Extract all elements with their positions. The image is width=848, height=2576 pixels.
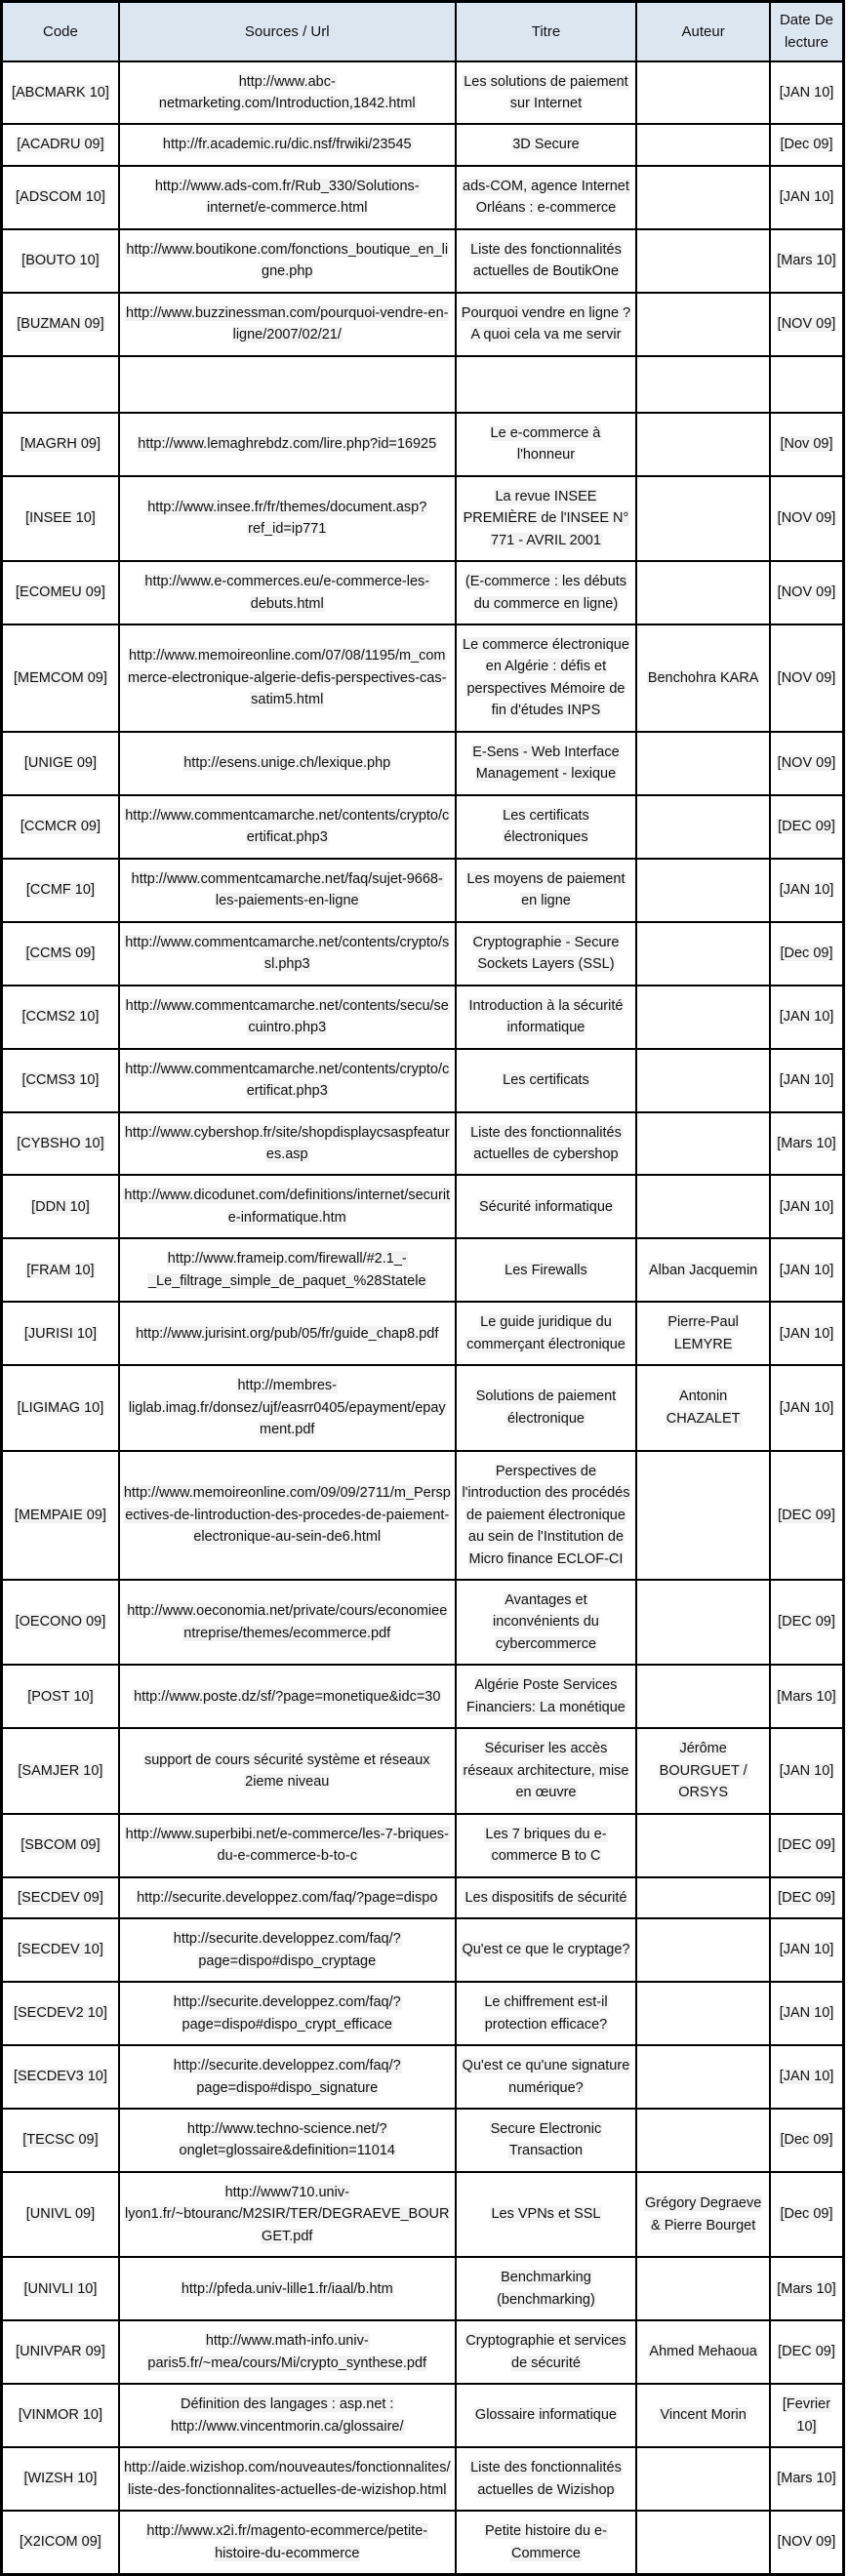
source-url-cell: http://www.insee.fr/fr/themes/document.asp?ref_id=ip771: [119, 476, 456, 561]
code-cell: [DDN 10]: [2, 1175, 119, 1238]
table-row: [2, 986, 844, 1049]
date-cell: [Mars 10]: [770, 229, 844, 293]
author-cell: Ahmed Mehaoua: [636, 2320, 770, 2384]
title-cell: Les moyens de paiement en ligne: [456, 859, 637, 922]
code-cell: [TECSC 09]: [2, 2109, 119, 2172]
source-url-cell: http://aide.wizishop.com/nouveautes/fonctionnalites/liste-des-fonctionnalites-actuelles-de-wizishop.html: [119, 2447, 456, 2511]
table-row: [2, 61, 844, 125]
table-row: [2, 1580, 844, 1665]
code-cell: [SECDEV 10]: [2, 1918, 119, 1982]
author-cell: [636, 1918, 770, 1982]
source-url-cell: http://esens.unige.ch/lexique.php: [119, 732, 456, 795]
date-cell: [DEC 09]: [770, 1814, 844, 1877]
table-row: [2, 1238, 844, 1302]
author-cell: [636, 795, 770, 859]
title-cell: Liste des fonctionnalités actuelles de cybershop: [456, 1112, 637, 1176]
table-row: [2, 229, 844, 293]
code-cell: [SECDEV3 10]: [2, 2045, 119, 2109]
title-cell: Perspectives de l'introduction des procédés de paiement électronique au sein de l'Institution de Micro finance ECLOF-CI: [456, 1451, 637, 1580]
source-url-cell: http://securite.developpez.com/faq/?page=dispo: [119, 1877, 456, 1918]
table-row: [2, 2447, 844, 2511]
table-row: [2, 293, 844, 356]
author-cell: [636, 293, 770, 356]
title-cell: Le chiffrement est-il protection efficace?: [456, 1982, 637, 2045]
header-titre: Titre: [456, 2, 637, 61]
title-cell: Cryptographie et services de sécurité: [456, 2320, 637, 2384]
title-cell: Le commerce électronique en Algérie : défis et perspectives Mémoire de fin d'études INPS: [456, 624, 637, 732]
author-cell: [636, 1877, 770, 1918]
code-cell: [SAMJER 10]: [2, 1728, 119, 1813]
author-cell: [636, 1451, 770, 1580]
author-cell: [636, 1049, 770, 1112]
author-cell: [636, 1580, 770, 1665]
author-cell: [636, 2109, 770, 2172]
code-cell: [MEMCOM 09]: [2, 624, 119, 732]
date-cell: [JAN 10]: [770, 166, 844, 229]
title-cell: Avantages et inconvénients du cybercommerce: [456, 1580, 637, 1665]
header-row: [2, 2, 844, 61]
code-cell: [CCMCR 09]: [2, 795, 119, 859]
header-date-lecture: Date De lecture: [770, 2, 844, 61]
title-cell: (E-commerce : les débuts du commerce en ligne): [456, 561, 637, 624]
code-cell: [CCMS2 10]: [2, 986, 119, 1049]
code-cell: [X2ICOM 09]: [2, 2511, 119, 2574]
header-auteur: Auteur: [636, 2, 770, 61]
author-cell: [636, 356, 770, 413]
title-cell: Les Firewalls: [456, 1238, 637, 1302]
table-row: [2, 476, 844, 561]
title-cell: Solutions de paiement électronique: [456, 1365, 637, 1450]
code-cell: [INSEE 10]: [2, 476, 119, 561]
date-cell: [Mars 10]: [770, 1112, 844, 1176]
title-cell: La revue INSEE PREMIÈRE de l'INSEE N° 771 - AVRIL 2001: [456, 476, 637, 561]
code-cell: [SBCOM 09]: [2, 1814, 119, 1877]
table-row: [2, 2109, 844, 2172]
table-row: [2, 1982, 844, 2045]
table-row: [2, 859, 844, 922]
title-cell: Le guide juridique du commerçant électronique: [456, 1302, 637, 1365]
author-cell: Vincent Morin: [636, 2384, 770, 2447]
source-url-cell: http://securite.developpez.com/faq/?page=dispo#dispo_signature: [119, 2045, 456, 2109]
code-cell: [VINMOR 10]: [2, 2384, 119, 2447]
author-cell: Antonin CHAZALET: [636, 1365, 770, 1450]
date-cell: [Dec 09]: [770, 124, 844, 165]
date-cell: [JAN 10]: [770, 986, 844, 1049]
author-cell: [636, 476, 770, 561]
code-cell: [ADSCOM 10]: [2, 166, 119, 229]
code-cell: [UNIVLI 10]: [2, 2257, 119, 2320]
title-cell: Liste des fonctionnalités actuelles de Wizishop: [456, 2447, 637, 2511]
code-cell: [SECDEV 09]: [2, 1877, 119, 1918]
date-cell: [JAN 10]: [770, 1302, 844, 1365]
table-row: [2, 2511, 844, 2574]
source-url-cell: support de cours sécurité système et réseaux 2ieme niveau: [119, 1728, 456, 1813]
code-cell: [MAGRH 09]: [2, 413, 119, 476]
date-cell: [JAN 10]: [770, 1982, 844, 2045]
table-row: [2, 2384, 844, 2447]
source-url-cell: http://www.memoireonline.com/09/09/2711/m_Perspectives-de-lintroduction-des-procedes-de-paiement-electronique-au-sein-de6.html: [119, 1451, 456, 1580]
source-url-cell: http://www.commentcamarche.net/contents/secu/secuintro.php3: [119, 986, 456, 1049]
date-cell: [NOV 09]: [770, 624, 844, 732]
source-url-cell: http://www.e-commerces.eu/e-commerce-les-debuts.html: [119, 561, 456, 624]
date-cell: [Fevrier 10]: [770, 2384, 844, 2447]
date-cell: [DEC 09]: [770, 1877, 844, 1918]
date-cell: [Mars 10]: [770, 2447, 844, 2511]
source-url-cell: http://securite.developpez.com/faq/?page=dispo#dispo_crypt_efficace: [119, 1982, 456, 2045]
source-url-cell: http://www.commentcamarche.net/contents/crypto/ssl.php3: [119, 922, 456, 986]
table-row: [2, 1365, 844, 1450]
source-url-cell: http://www.memoireonline.com/07/08/1195/m_commerce-electronique-algerie-defis-perspectives-cas-satim5.html: [119, 624, 456, 732]
source-url-cell: http://www.jurisint.org/pub/05/fr/guide_chap8.pdf: [119, 1302, 456, 1365]
source-url-cell: Définition des langages : asp.net : http://www.vincentmorin.ca/glossaire/: [119, 2384, 456, 2447]
date-cell: [JAN 10]: [770, 1728, 844, 1813]
source-url-cell: http://www.cybershop.fr/site/shopdisplaycsaspfeatures.asp: [119, 1112, 456, 1176]
date-cell: [Dec 09]: [770, 2172, 844, 2257]
title-cell: ads-COM, agence Internet Orléans : e-commerce: [456, 166, 637, 229]
table-row: [2, 795, 844, 859]
code-cell: [UNIGE 09]: [2, 732, 119, 795]
code-cell: [UNIVPAR 09]: [2, 2320, 119, 2384]
table-row: [2, 624, 844, 732]
author-cell: [636, 2447, 770, 2511]
title-cell: Secure Electronic Transaction: [456, 2109, 637, 2172]
date-cell: [NOV 09]: [770, 293, 844, 356]
author-cell: [636, 124, 770, 165]
title-cell: Petite histoire du e-Commerce: [456, 2511, 637, 2574]
source-url-cell: http://securite.developpez.com/faq/?page=dispo#dispo_cryptage: [119, 1918, 456, 1982]
date-cell: [Dec 09]: [770, 2109, 844, 2172]
author-cell: [636, 732, 770, 795]
date-cell: [JAN 10]: [770, 2045, 844, 2109]
date-cell: [JAN 10]: [770, 859, 844, 922]
table-row: [2, 124, 844, 165]
title-cell: [456, 356, 637, 413]
author-cell: [636, 986, 770, 1049]
date-cell: [DEC 09]: [770, 1451, 844, 1580]
table-row: [2, 413, 844, 476]
code-cell: [CCMS3 10]: [2, 1049, 119, 1112]
title-cell: Qu'est ce qu'une signature numérique?: [456, 2045, 637, 2109]
code-cell: [CYBSHO 10]: [2, 1112, 119, 1176]
source-url-cell: http://www.techno-science.net/?onglet=glossaire&definition=11014: [119, 2109, 456, 2172]
author-cell: [636, 2045, 770, 2109]
table-row: [2, 1175, 844, 1238]
author-cell: [636, 1665, 770, 1728]
source-url-cell: http://www.math-info.univ-paris5.fr/~mea/cours/Mi/crypto_synthese.pdf: [119, 2320, 456, 2384]
date-cell: [JAN 10]: [770, 1365, 844, 1450]
author-cell: [636, 229, 770, 293]
title-cell: Cryptographie - Secure Sockets Layers (SSL): [456, 922, 637, 986]
date-cell: [JAN 10]: [770, 1238, 844, 1302]
title-cell: Sécurité informatique: [456, 1175, 637, 1238]
date-cell: [770, 356, 844, 413]
table-row: [2, 356, 844, 413]
table-row: [2, 922, 844, 986]
title-cell: Les certificats électroniques: [456, 795, 637, 859]
table-row: [2, 2172, 844, 2257]
source-url-cell: [119, 356, 456, 413]
code-cell: [MEMPAIE 09]: [2, 1451, 119, 1580]
source-url-cell: http://www.commentcamarche.net/contents/crypto/certificat.php3: [119, 1049, 456, 1112]
title-cell: 3D Secure: [456, 124, 637, 165]
date-cell: [JAN 10]: [770, 1918, 844, 1982]
title-cell: Les 7 briques du e-commerce B to C: [456, 1814, 637, 1877]
table-row: [2, 1728, 844, 1813]
source-url-cell: http://www.x2i.fr/magento-ecommerce/petite-histoire-du-ecommerce: [119, 2511, 456, 2574]
title-cell: Les solutions de paiement sur Internet: [456, 61, 637, 125]
table-row: [2, 1877, 844, 1918]
date-cell: [DEC 09]: [770, 795, 844, 859]
title-cell: Sécuriser les accès réseaux architecture, mise en œuvre: [456, 1728, 637, 1813]
code-cell: [WIZSH 10]: [2, 2447, 119, 2511]
code-cell: [2, 356, 119, 413]
table-row: [2, 2320, 844, 2384]
code-cell: [ABCMARK 10]: [2, 61, 119, 125]
date-cell: [Mars 10]: [770, 2257, 844, 2320]
source-url-cell: http://www.lemaghrebdz.com/lire.php?id=16925: [119, 413, 456, 476]
code-cell: [UNIVL 09]: [2, 2172, 119, 2257]
table-row: [2, 2045, 844, 2109]
title-cell: Qu'est ce que le cryptage?: [456, 1918, 637, 1982]
source-url-cell: http://www.commentcamarche.net/faq/sujet-9668-les-paiements-en-ligne: [119, 859, 456, 922]
date-cell: [JAN 10]: [770, 1175, 844, 1238]
date-cell: [NOV 09]: [770, 732, 844, 795]
author-cell: [636, 561, 770, 624]
title-cell: Pourquoi vendre en ligne ? A quoi cela va me servir: [456, 293, 637, 356]
author-cell: [636, 2257, 770, 2320]
header-code: Code: [2, 2, 119, 61]
title-cell: Liste des fonctionnalités actuelles de BoutikOne: [456, 229, 637, 293]
code-cell: [BOUTO 10]: [2, 229, 119, 293]
table-row: [2, 732, 844, 795]
code-cell: [SECDEV2 10]: [2, 1982, 119, 2045]
code-cell: [LIGIMAG 10]: [2, 1365, 119, 1450]
title-cell: Les VPNs et SSL: [456, 2172, 637, 2257]
code-cell: [FRAM 10]: [2, 1238, 119, 1302]
source-url-cell: http://www.buzzinessman.com/pourquoi-vendre-en-ligne/2007/02/21/: [119, 293, 456, 356]
author-cell: [636, 166, 770, 229]
table-row: [2, 1814, 844, 1877]
date-cell: [Mars 10]: [770, 1665, 844, 1728]
author-cell: Pierre-Paul LEMYRE: [636, 1302, 770, 1365]
source-url-cell: http://www.dicodunet.com/definitions/internet/securite-informatique.htm: [119, 1175, 456, 1238]
table-row: [2, 1112, 844, 1176]
author-cell: Alban Jacquemin: [636, 1238, 770, 1302]
table-body: [2, 61, 844, 2575]
code-cell: [OECONO 09]: [2, 1580, 119, 1665]
table-row: [2, 2257, 844, 2320]
author-cell: [636, 1175, 770, 1238]
date-cell: [DEC 09]: [770, 1580, 844, 1665]
source-url-cell: http://www710.univ-lyon1.fr/~btouranc/M2SIR/TER/DEGRAEVE_BOURGET.pdf: [119, 2172, 456, 2257]
date-cell: [NOV 09]: [770, 561, 844, 624]
code-cell: [POST 10]: [2, 1665, 119, 1728]
source-url-cell: http://www.oeconomia.net/private/cours/economieentreprise/themes/ecommerce.pdf: [119, 1580, 456, 1665]
date-cell: [DEC 09]: [770, 2320, 844, 2384]
table-row: [2, 1665, 844, 1728]
author-cell: [636, 61, 770, 125]
table-row: [2, 1451, 844, 1580]
title-cell: E-Sens - Web Interface Management - lexique: [456, 732, 637, 795]
title-cell: Les certificats: [456, 1049, 637, 1112]
source-url-cell: http://www.boutikone.com/fonctions_boutique_en_ligne.php: [119, 229, 456, 293]
source-url-cell: http://fr.academic.ru/dic.nsf/frwiki/23545: [119, 124, 456, 165]
title-cell: Benchmarking (benchmarking): [456, 2257, 637, 2320]
code-cell: [CCMF 10]: [2, 859, 119, 922]
date-cell: [Dec 09]: [770, 922, 844, 986]
table-row: [2, 561, 844, 624]
date-cell: [JAN 10]: [770, 1049, 844, 1112]
author-cell: [636, 413, 770, 476]
source-url-cell: http://www.commentcamarche.net/contents/crypto/certificat.php3: [119, 795, 456, 859]
source-url-cell: http://www.abc-netmarketing.com/Introduction,1842.html: [119, 61, 456, 125]
title-cell: Le e-commerce à l'honneur: [456, 413, 637, 476]
date-cell: [Nov 09]: [770, 413, 844, 476]
author-cell: [636, 922, 770, 986]
author-cell: [636, 859, 770, 922]
header-sources-url: Sources / Url: [119, 2, 456, 61]
date-cell: [NOV 09]: [770, 476, 844, 561]
code-cell: [BUZMAN 09]: [2, 293, 119, 356]
author-cell: [636, 1112, 770, 1176]
author-cell: Jérôme BOURGUET / ORSYS: [636, 1728, 770, 1813]
author-cell: Grégory Degraeve & Pierre Bourget: [636, 2172, 770, 2257]
source-url-cell: http://www.frameip.com/firewall/#2.1_-_Le_filtrage_simple_de_paquet_%28Statele: [119, 1238, 456, 1302]
code-cell: [CCMS 09]: [2, 922, 119, 986]
table-row: [2, 1049, 844, 1112]
code-cell: [ACADRU 09]: [2, 124, 119, 165]
author-cell: [636, 1814, 770, 1877]
source-url-cell: http://www.ads-com.fr/Rub_330/Solutions-internet/e-commerce.html: [119, 166, 456, 229]
table-row: [2, 1302, 844, 1365]
source-url-cell: http://www.poste.dz/sf/?page=monetique&idc=30: [119, 1665, 456, 1728]
table-row: [2, 166, 844, 229]
date-cell: [JAN 10]: [770, 61, 844, 125]
author-cell: [636, 1982, 770, 2045]
title-cell: Introduction à la sécurité informatique: [456, 986, 637, 1049]
title-cell: Algérie Poste Services Financiers: La monétique: [456, 1665, 637, 1728]
source-url-cell: http://www.superbibi.net/e-commerce/les-7-briques-du-e-commerce-b-to-c: [119, 1814, 456, 1877]
date-cell: [NOV 09]: [770, 2511, 844, 2574]
author-cell: Benchohra KARA: [636, 624, 770, 732]
code-cell: [JURISI 10]: [2, 1302, 119, 1365]
source-url-cell: http://pfeda.univ-lille1.fr/iaal/b.htm: [119, 2257, 456, 2320]
title-cell: Les dispositifs de sécurité: [456, 1877, 637, 1918]
title-cell: Glossaire informatique: [456, 2384, 637, 2447]
table-row: [2, 1918, 844, 1982]
source-url-cell: http://membres-liglab.imag.fr/donsez/ujf/easrr0405/epayment/epayment.pdf: [119, 1365, 456, 1450]
author-cell: [636, 2511, 770, 2574]
code-cell: [ECOMEU 09]: [2, 561, 119, 624]
